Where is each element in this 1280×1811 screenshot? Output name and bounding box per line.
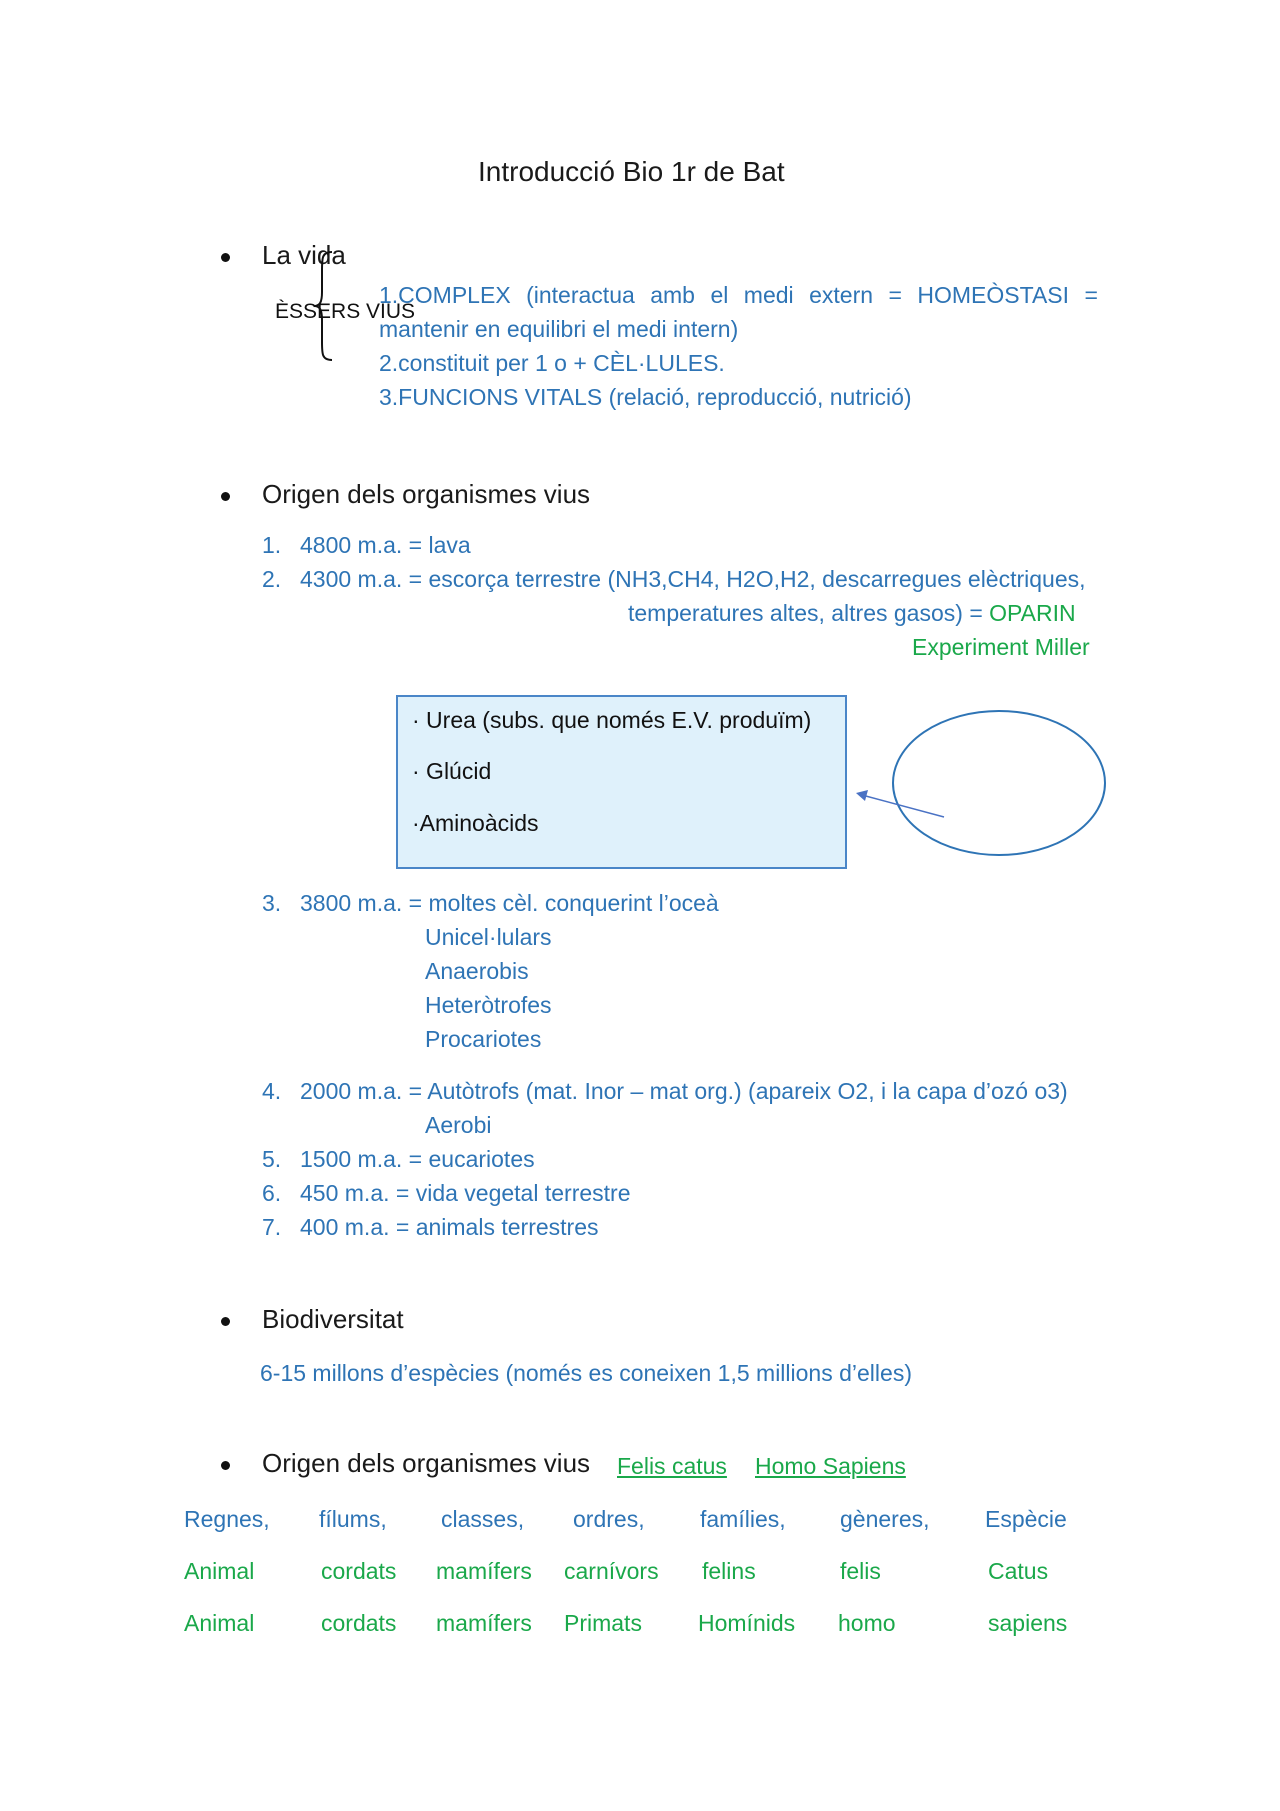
taxonomy-header: Regnes, — [184, 1506, 270, 1532]
taxonomy-header: ordres, — [573, 1506, 645, 1532]
taxonomy-header: Espècie — [985, 1506, 1067, 1532]
list-number: 1. — [262, 532, 282, 558]
taxonomy-header: gèneres, — [840, 1506, 930, 1532]
list-item: 2000 m.a. = Autòtrofs (mat. Inor – mat org.) (apareix O2, i la capa d’ozó o3) — [300, 1078, 1068, 1104]
ellipse-shape — [893, 711, 1105, 855]
oparin-label: OPARIN — [989, 600, 1076, 626]
taxonomy-header: famílies, — [700, 1506, 786, 1532]
taxonomy-cell: felins — [702, 1558, 756, 1584]
list-item: 400 m.a. = animals terrestres — [300, 1214, 599, 1240]
vida-line-2: mantenir en equilibri el medi intern) — [379, 316, 739, 342]
biodiversitat-text: 6-15 millons d’espècies (només es coneixen 1,5 millions d’elles) — [260, 1360, 912, 1386]
experiment-box — [396, 695, 847, 869]
taxonomy-cell: cordats — [321, 1610, 397, 1636]
vida-word: extern — [809, 282, 874, 308]
sub-item: Procariotes — [425, 1026, 542, 1052]
taxonomy-cell: cordats — [321, 1558, 397, 1584]
list-number: 5. — [262, 1146, 282, 1172]
taxonomy-cell: Catus — [988, 1558, 1049, 1584]
list-item: 1500 m.a. = eucariotes — [300, 1146, 535, 1172]
taxonomy-cell: Animal — [184, 1558, 255, 1584]
item2-cont: temperatures altes, altres gasos) = — [628, 600, 983, 626]
vida-line-3: 2.constituit per 1 o + CÈL·LULES. — [379, 350, 725, 376]
taxonomy-cell: homo — [838, 1610, 896, 1636]
list-item: 450 m.a. = vida vegetal terrestre — [300, 1180, 631, 1206]
bullet-4 — [221, 1461, 230, 1470]
vida-word: amb — [650, 282, 695, 308]
vida-word: = — [888, 282, 902, 308]
bullet-1 — [221, 253, 230, 262]
link-homo-sapiens[interactable]: Homo Sapiens — [755, 1453, 906, 1479]
taxonomy-cell: mamífers — [436, 1558, 532, 1584]
vida-word: = — [1084, 282, 1098, 308]
vida-line-1 — [379, 282, 1098, 309]
heading-la-vida: La vida — [262, 240, 346, 270]
arrowhead-icon — [856, 790, 868, 801]
list-number: 7. — [262, 1214, 282, 1240]
link-felis-catus[interactable]: Felis catus — [617, 1453, 727, 1479]
vida-word: (interactua — [526, 282, 635, 308]
vida-word: medi — [743, 282, 794, 308]
sub-item: Aerobi — [425, 1112, 492, 1138]
taxonomy-cell: carnívors — [564, 1558, 659, 1584]
bullet-3 — [221, 1317, 230, 1326]
brace-label: ÈSSERS VIUS — [275, 300, 416, 323]
taxonomy-cell: sapiens — [988, 1610, 1068, 1636]
miller-label: Experiment Miller — [912, 634, 1090, 660]
taxonomy-header: fílums, — [319, 1506, 387, 1532]
list-number: 2. — [262, 566, 282, 592]
list-item: 4800 m.a. = lava — [300, 532, 471, 558]
box-line: · Urea (subs. que només E.V. produïm) — [412, 707, 812, 733]
arrow-ellipse-diagram — [850, 705, 1112, 865]
sub-item: Anaerobis — [425, 958, 529, 984]
vida-word: HOMEÒSTASI — [917, 282, 1070, 308]
list-item-continuation — [628, 600, 1076, 627]
box-line: ·Aminoàcids — [412, 810, 539, 836]
sub-item: Heteròtrofes — [425, 992, 552, 1018]
page-title: Introducció Bio 1r de Bat — [478, 156, 785, 187]
bullet-2 — [221, 492, 230, 501]
taxonomy-cell: Animal — [184, 1610, 255, 1636]
heading-biodiversitat: Biodiversitat — [262, 1304, 404, 1334]
heading-origen: Origen dels organismes vius — [262, 479, 591, 509]
list-number: 6. — [262, 1180, 282, 1206]
sub-item: Unicel·lulars — [425, 924, 552, 950]
heading-origen-2: Origen dels organismes vius — [262, 1448, 591, 1478]
list-number: 3. — [262, 890, 282, 916]
taxonomy-cell: mamífers — [436, 1610, 532, 1636]
vida-word: 1.COMPLEX — [379, 282, 511, 308]
vida-line-4: 3.FUNCIONS VITALS (relació, reproducció, nutrició) — [379, 384, 912, 410]
taxonomy-header: classes, — [441, 1506, 525, 1532]
taxonomy-cell: felis — [840, 1558, 881, 1584]
list-number: 4. — [262, 1078, 282, 1104]
taxonomy-cell: Homínids — [698, 1610, 796, 1636]
list-item: 4300 m.a. = escorça terrestre (NH3,CH4, H2O,H2, descarregues elèctriques, — [300, 566, 1086, 592]
list-item: 3800 m.a. = moltes cèl. conquerint l’oceà — [300, 890, 719, 916]
vida-word: el — [710, 282, 729, 308]
taxonomy-cell: Primats — [564, 1610, 642, 1636]
box-line: · Glúcid — [412, 758, 492, 784]
